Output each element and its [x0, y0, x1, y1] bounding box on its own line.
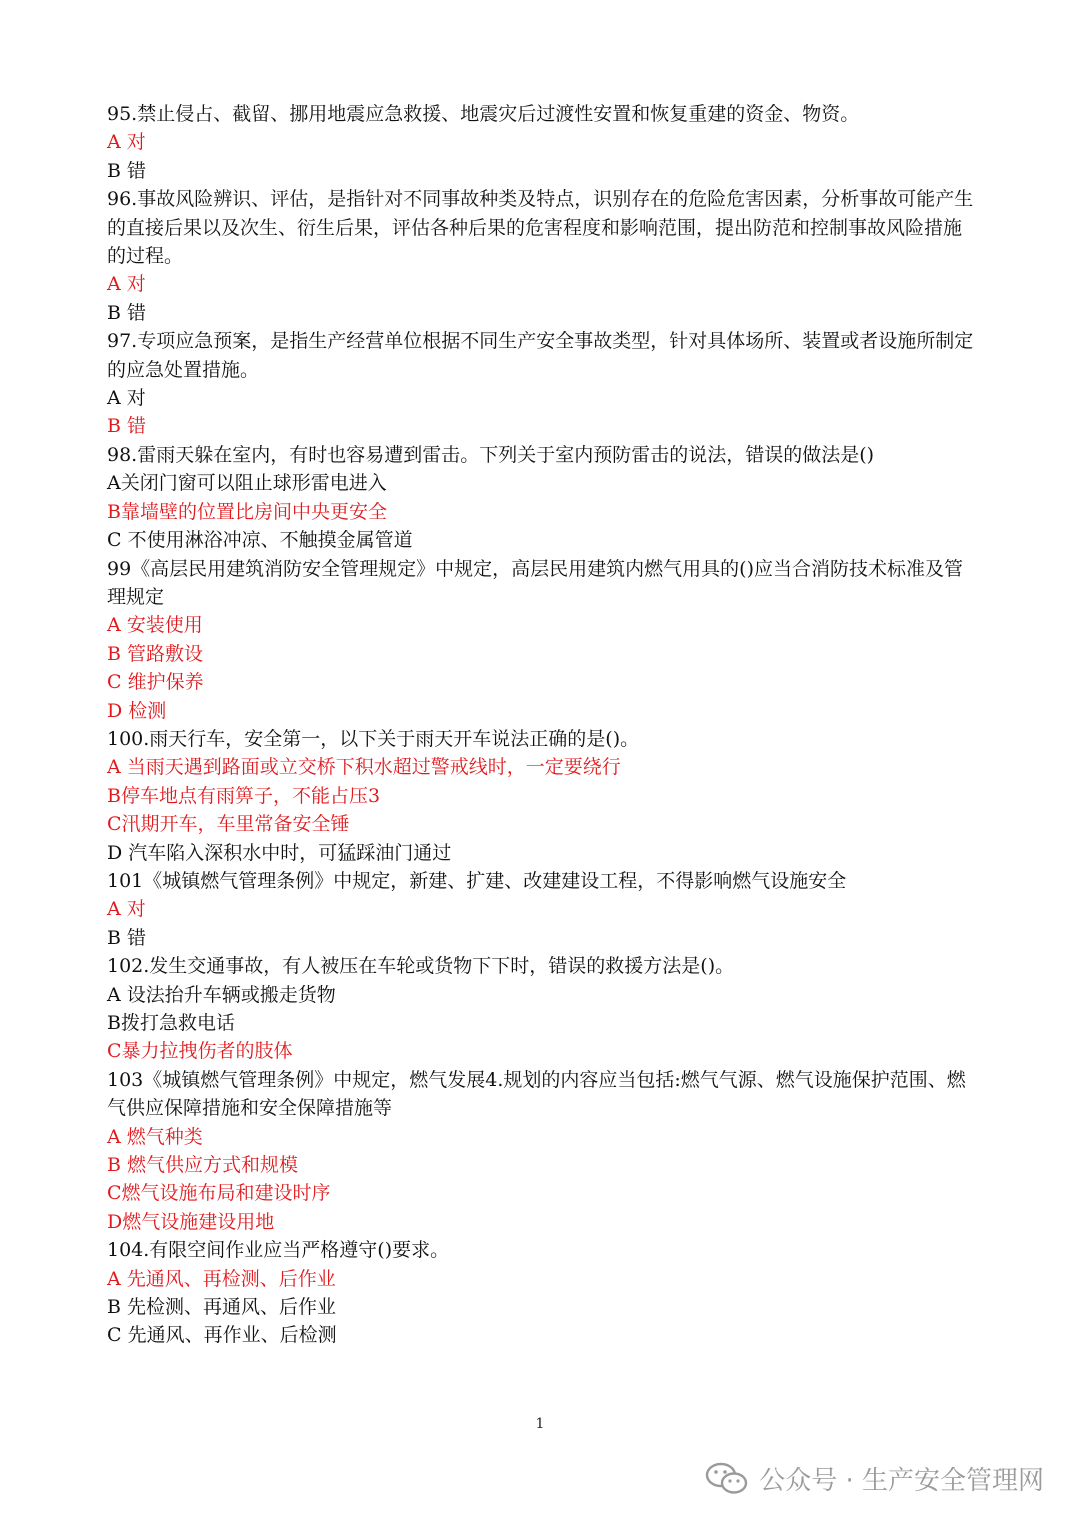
- correct-option: B 错: [107, 415, 147, 438]
- document-body: [107, 100, 977, 1350]
- question-text: 103《城镇燃气管理条例》中规定，燃气发展4.规划的内容应当包括:燃气气源、燃气设施保护范围、燃气供应保障措施和安全保障措施等: [107, 1068, 966, 1120]
- correct-option: B靠墙壁的位置比房间中央更安全: [107, 500, 387, 523]
- correct-option: B 管路敷设: [107, 642, 204, 665]
- page-number: 1: [535, 1416, 545, 1432]
- question-text: 96.事故风险辨识、评估，是指针对不同事故种类及特点，识别存在的危险危害因素，分析事故可能产生的直接后果以及次生、衍生后果，评估各种后果的危害程度和影响范围，提出防范和控制事故风险措施的过程。: [107, 188, 974, 268]
- question-text: 98.雷雨天躲在室内，有时也容易遭到雷击。下列关于室内预防雷击的说法，错误的做法是(): [107, 443, 875, 466]
- question-text: 99《高层民用建筑消防安全管理规定》中规定，高层民用建筑内燃气用具的()应当合消防技术标准及管理规定: [107, 557, 964, 608]
- option: B 错: [107, 926, 147, 949]
- correct-option: A 对: [107, 898, 146, 921]
- correct-option: A 当雨天遇到路面或立交桥下积水超过警戒线时，一定要绕行: [107, 756, 621, 779]
- correct-option: C燃气设施布局和建设时序: [107, 1182, 331, 1205]
- option: A关闭门窗可以阻止球形雷电进入: [107, 472, 387, 495]
- correct-option: A 对: [107, 131, 146, 154]
- correct-option: B 燃气供应方式和规模: [107, 1154, 299, 1177]
- option: B 错: [107, 159, 147, 182]
- correct-option: B停车地点有雨箅子，不能占压3: [107, 784, 381, 807]
- wechat-icon: [705, 1461, 749, 1497]
- option: B 先检测、再通风、后作业: [107, 1296, 337, 1319]
- correct-option: C暴力拉拽伤者的肢体: [107, 1040, 293, 1063]
- watermark: [705, 1460, 1044, 1497]
- correct-option: A 安装使用: [107, 614, 203, 637]
- question-text: 100.雨天行车，安全第一，以下关于雨天开车说法正确的是()。: [107, 727, 640, 750]
- option: C 先通风、再作业、后检测: [107, 1324, 337, 1347]
- correct-option: C 维护保养: [107, 671, 204, 694]
- option: B拨打急救电话: [107, 1012, 235, 1034]
- correct-option: A 燃气种类: [107, 1125, 203, 1148]
- option: A 设法抬升车辆或搬走货物: [107, 983, 336, 1006]
- question-text: 101《城镇燃气管理条例》中规定，新建、扩建、改建建设工程，不得影响燃气设施安全: [107, 869, 847, 892]
- option: A 对: [107, 387, 146, 410]
- question-text: 97.专项应急预案，是指生产经营单位根据不同生产安全事故类型，针对具体场所、装置或者设施所制定的应急处置措施。: [107, 330, 974, 381]
- correct-option: D 检测: [107, 699, 167, 722]
- correct-option: C汛期开车，车里常备安全锤: [107, 813, 350, 836]
- correct-option: A 先通风、再检测、后作业: [107, 1267, 336, 1290]
- correct-option: D燃气设施建设用地: [107, 1210, 275, 1233]
- option: D 汽车陷入深积水中时，可猛踩油门通过: [107, 841, 452, 864]
- watermark-text: 公众号 · 生产安全管理网: [759, 1466, 1044, 1496]
- question-text: 104.有限空间作业应当严格遵守()要求。: [107, 1239, 450, 1262]
- correct-option: A 对: [107, 273, 146, 296]
- question-text: 95.禁止侵占、截留、挪用地震应急救援、地震灾后过渡性安置和恢复重建的资金、物资。: [107, 103, 860, 125]
- option: B 错: [107, 301, 147, 324]
- option: C 不使用淋浴冲凉、不触摸金属管道: [107, 529, 413, 552]
- question-text: 102.发生交通事故，有人被压在车轮或货物下下时，错误的救援方法是()。: [107, 955, 735, 978]
